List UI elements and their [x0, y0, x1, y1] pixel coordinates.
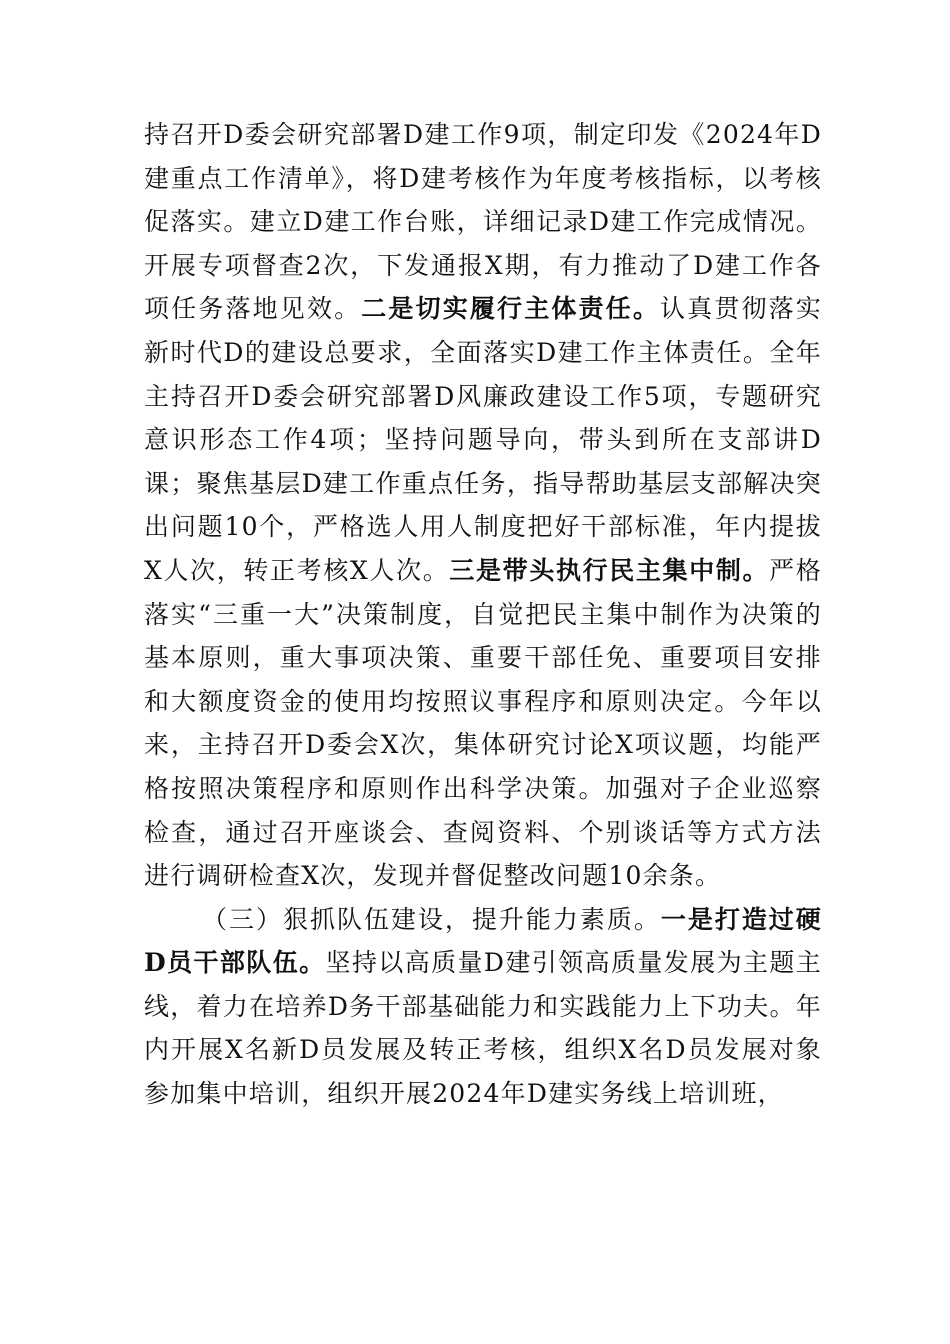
section-heading: （三）狠抓队伍建设，提升能力素质。: [202, 904, 661, 934]
document-body: [144, 113, 822, 1116]
paragraph-2: [144, 898, 822, 1116]
p1-seg-1: 持召开D委会研究部署D建工作9项，制定印发《2024年D建重点工作清单》，将D建考核作为年度考核指标，以考核促落实。建立D建工作台账，详细记录D建工作完成情况。开展专项督查2次，下发通报X期，有力推动了D建工作各项任务落地见效。: [144, 120, 822, 324]
p1-heading-2: 二是切实履行主体责任。: [361, 294, 661, 324]
p2-heading-1: 一是打造过硬D员干部队伍。: [144, 904, 822, 978]
p2-seg-3: 坚持以高质量D建引领高质量发展为主题主线，着力在培养D务干部基础能力和实践能力上下功夫。年内开展X名新D员发展及转正考核，组织X名D员发展对象参加集中培训，组织开展2024年D建实务线上培训班，: [144, 948, 822, 1109]
p1-seg-5: 严格落实“三重一大”决策制度，自觉把民主集中制作为决策的基本原则，重大事项决策、重要干部任免、重要项目安排和大额度资金的使用均按照议事程序和原则决定。今年以来，主持召开D委会X次，集体研究讨论X项议题，均能严格按照决策程序和原则作出科学决策。加强对子企业巡察检查，通过召开座谈会、查阅资料、个别谈话等方式方法进行调研检查X次，发现并督促整改问题10余条。: [144, 555, 823, 891]
p1-heading-3: 三是带头执行民主集中制。: [449, 555, 770, 585]
paragraph-1: [144, 113, 822, 898]
p1-seg-3: 认真贯彻落实新时代D的建设总要求，全面落实D建工作主体责任。全年主持召开D委会研究部署D风廉政建设工作5项，专题研究意识形态工作4项；坚持问题导向，带头到所在支部讲D课；聚焦基层D建工作重点任务，指导帮助基层支部解决突出问题10个，严格选人用人制度把好干部标准，年内提拔X人次，转正考核X人次。: [144, 294, 823, 585]
